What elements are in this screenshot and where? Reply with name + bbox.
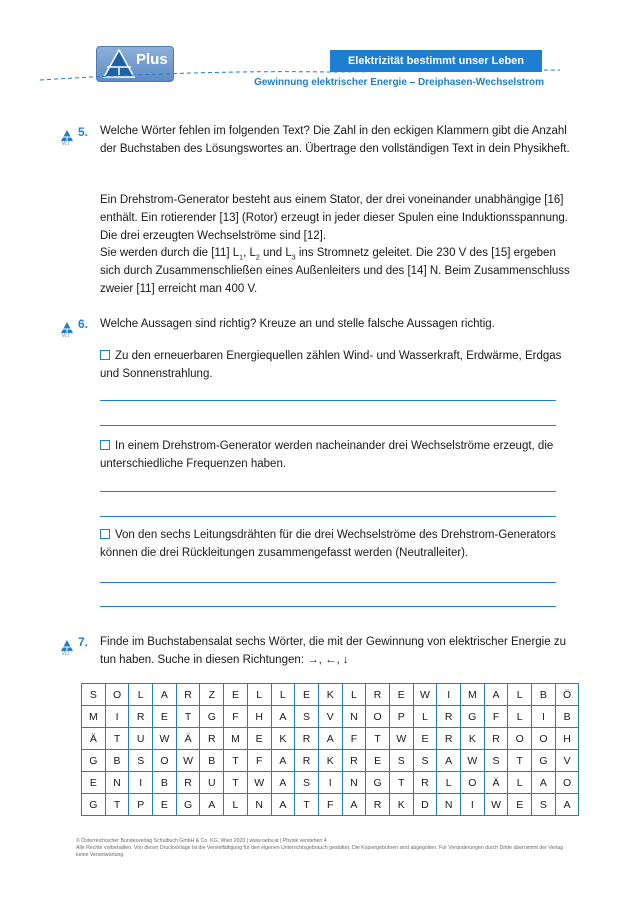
grid-cell[interactable]: L [413, 706, 437, 728]
grid-row [82, 794, 579, 816]
grid-cell[interactable]: L [271, 684, 295, 706]
grid-cell[interactable]: A [318, 728, 342, 750]
grid-cell[interactable]: W [389, 728, 413, 750]
grid-cell[interactable]: R [176, 772, 200, 794]
grid-cell[interactable]: R [295, 750, 319, 772]
grid-cell[interactable]: O [153, 750, 177, 772]
statement-checkbox[interactable] [100, 529, 110, 539]
grid-cell[interactable]: O [532, 728, 556, 750]
grid-cell[interactable]: R [366, 794, 390, 816]
footer [76, 838, 576, 859]
grid-cell[interactable]: O [105, 684, 129, 706]
grid-cell[interactable]: A [342, 794, 366, 816]
grid-cell[interactable]: A [271, 750, 295, 772]
grid-cell[interactable]: I [318, 772, 342, 794]
grid-cell[interactable]: G [82, 750, 106, 772]
grid-cell[interactable]: L [508, 706, 532, 728]
grid-cell[interactable]: M [82, 706, 106, 728]
grid-cell[interactable]: E [508, 794, 532, 816]
statement-2: In einem Drehstrom-Generator werden nacheinander drei Wechselströme erzeugt, die unterschiedliche Frequenzen haben. [100, 440, 554, 470]
grid-cell[interactable]: Z [200, 684, 224, 706]
grid-cell[interactable]: H [247, 706, 271, 728]
grid-cell[interactable]: I [461, 794, 485, 816]
grid-cell[interactable]: V [555, 750, 579, 772]
grid-cell[interactable]: W [153, 728, 177, 750]
grid-cell[interactable]: Ä [176, 728, 200, 750]
grid-cell[interactable]: E [295, 684, 319, 706]
grid-cell[interactable]: S [413, 750, 437, 772]
footer-rights: Alle Rechte vorbehalten. Von dieser Druckvorlage ist die Vervielfältigung für den eigenen Unterrichtsgebrauch gestattet. Die Kopiergebühren sind abgegolten. Für Veränderungen durch Dritte übernimmt der Verlag keine Verantwortung. [76, 845, 564, 858]
grid-cell[interactable]: E [389, 684, 413, 706]
grid-cell[interactable]: N [247, 794, 271, 816]
grid-cell[interactable]: E [153, 794, 177, 816]
task7-instruction: Finde im Buchstabensalat sechs Wörter, die mit der Gewinnung von elektrischer Energie zu tun haben. Suche in diesen Richtungen: →, ←, ↓ [100, 636, 566, 666]
grid-cell[interactable]: T [105, 728, 129, 750]
grid-row [82, 750, 579, 772]
grid-cell[interactable]: K [318, 750, 342, 772]
grid-cell[interactable]: T [295, 794, 319, 816]
task-level: W1 [62, 141, 70, 147]
grid-cell[interactable]: B [555, 706, 579, 728]
answer-line[interactable] [100, 491, 556, 492]
grid-cell[interactable]: M [461, 684, 485, 706]
grid-cell[interactable]: U [129, 728, 153, 750]
task-level: W1 [62, 333, 70, 339]
grid-cell[interactable]: I [532, 706, 556, 728]
header-title: Elektrizität bestimmt unser Leben [330, 50, 542, 72]
grid-cell[interactable]: L [437, 772, 461, 794]
grid-cell[interactable]: T [366, 728, 390, 750]
grid-cell[interactable]: Ä [82, 728, 106, 750]
grid-cell[interactable]: E [82, 772, 106, 794]
grid-cell[interactable]: A [555, 794, 579, 816]
grid-cell[interactable]: O [366, 706, 390, 728]
grid-cell[interactable]: B [105, 750, 129, 772]
grid-cell[interactable]: E [413, 728, 437, 750]
grid-cell[interactable]: P [389, 706, 413, 728]
answer-line[interactable] [100, 582, 556, 583]
grid-cell[interactable]: E [224, 684, 248, 706]
grid-cell[interactable]: B [153, 772, 177, 794]
grid-cell[interactable]: I [129, 772, 153, 794]
statement-checkbox[interactable] [100, 350, 110, 360]
grid-cell[interactable]: S [295, 706, 319, 728]
grid-cell[interactable]: R [342, 750, 366, 772]
grid-cell[interactable]: T [508, 750, 532, 772]
grid-cell[interactable]: Ö [555, 684, 579, 706]
grid-cell[interactable]: R [129, 706, 153, 728]
grid-cell[interactable]: G [200, 706, 224, 728]
grid-cell[interactable]: E [366, 750, 390, 772]
grid-cell[interactable]: R [176, 684, 200, 706]
answer-line[interactable] [100, 400, 556, 401]
grid-cell[interactable]: E [247, 728, 271, 750]
task-level: W1 [62, 651, 70, 657]
grid-cell[interactable]: G [366, 772, 390, 794]
grid-cell[interactable]: I [105, 706, 129, 728]
grid-cell[interactable]: F [342, 728, 366, 750]
footer-copyright: © Österreichischer Bundesverlag Schulbuch GmbH & Co. KG, Wien 2020 | www.oebv.at | Physik verstehen 4 [76, 838, 327, 844]
grid-cell[interactable]: A [271, 706, 295, 728]
grid-cell[interactable]: N [437, 794, 461, 816]
grid-cell[interactable]: R [366, 684, 390, 706]
grid-cell[interactable]: V [318, 706, 342, 728]
letter-grid [81, 683, 579, 816]
grid-cell[interactable]: G [82, 794, 106, 816]
grid-cell[interactable]: K [271, 728, 295, 750]
grid-cell[interactable]: L [508, 684, 532, 706]
grid-cell[interactable]: G [461, 706, 485, 728]
grid-cell[interactable]: U [200, 772, 224, 794]
grid-cell[interactable]: F [484, 706, 508, 728]
grid-cell[interactable]: T [224, 772, 248, 794]
grid-cell[interactable]: M [224, 728, 248, 750]
grid-cell[interactable]: P [129, 794, 153, 816]
grid-cell[interactable]: L [224, 794, 248, 816]
grid-cell[interactable]: A [271, 772, 295, 794]
grid-cell[interactable]: H [555, 728, 579, 750]
grid-cell[interactable]: F [318, 794, 342, 816]
grid-cell[interactable]: A [437, 750, 461, 772]
answer-line[interactable] [100, 516, 556, 517]
grid-cell[interactable]: B [532, 684, 556, 706]
grid-cell[interactable]: B [200, 750, 224, 772]
grid-cell[interactable]: W [247, 772, 271, 794]
grid-cell[interactable]: L [247, 684, 271, 706]
grid-cell[interactable]: T [389, 772, 413, 794]
grid-cell[interactable]: S [389, 750, 413, 772]
grid-cell[interactable]: A [484, 684, 508, 706]
grid-cell[interactable]: T [224, 750, 248, 772]
grid-cell[interactable]: E [153, 706, 177, 728]
grid-cell[interactable]: G [532, 750, 556, 772]
grid-cell[interactable]: Ä [484, 772, 508, 794]
grid-cell[interactable]: R [437, 706, 461, 728]
grid-cell[interactable]: S [532, 794, 556, 816]
grid-cell[interactable]: L [342, 684, 366, 706]
grid-cell[interactable]: S [484, 750, 508, 772]
statement-1: Zu den erneuerbaren Energiequellen zählen Wind- und Wasserkraft, Erdwärme, Erdgas und Sonnenstrahlung. [100, 350, 562, 380]
grid-cell[interactable]: D [413, 794, 437, 816]
statement-checkbox[interactable] [100, 440, 110, 450]
grid-row [82, 728, 579, 750]
task5-text: Ein Drehstrom-Generator besteht aus einem Stator, der drei voneinander unabhängige [16] enthält. Ein rotierender [13] (Rotor) erzeugt in jeder dieser Spulen eine Induktionsspannung. Die drei erzeugten Wechselströme sind [12]. Sie werden durch die [11] $L_1$, $L_2$ und $L_3$ ins Stromnetz geleitet. Die 230 V des [15] ergeben sich durch Zusammenschließen eines Außenleiters und des [14] N. Beim Zusammenschluss zweier [11] erreicht man 400 V. [100, 194, 570, 295]
task-number: 5. [78, 125, 89, 139]
task-number: 6. [78, 317, 89, 331]
statement-3: Von den sechs Leitungsdrähten für die drei Wechselströme des Drehstrom-Generators können die drei Rückleitungen zusammengefasst werden (Neutralleiter). [100, 529, 556, 559]
task-number: 7. [78, 635, 89, 649]
grid-cell[interactable]: O [508, 728, 532, 750]
grid-cell[interactable]: N [342, 706, 366, 728]
grid-cell[interactable]: F [247, 750, 271, 772]
grid-cell[interactable]: O [461, 772, 485, 794]
grid-cell[interactable]: S [295, 772, 319, 794]
grid-cell[interactable]: R [437, 728, 461, 750]
grid-cell[interactable]: N [342, 772, 366, 794]
grid-cell[interactable]: R [484, 728, 508, 750]
grid-cell[interactable]: R [200, 728, 224, 750]
answer-line[interactable] [100, 425, 556, 426]
grid-cell[interactable]: F [224, 706, 248, 728]
grid-cell[interactable]: S [129, 750, 153, 772]
grid-cell[interactable]: N [105, 772, 129, 794]
grid-row [82, 684, 579, 706]
grid-row [82, 706, 579, 728]
grid-cell[interactable]: A [271, 794, 295, 816]
grid-cell[interactable]: A [532, 772, 556, 794]
grid-cell[interactable]: O [555, 772, 579, 794]
grid-cell[interactable]: S [82, 684, 106, 706]
grid-cell[interactable]: L [508, 772, 532, 794]
grid-cell[interactable]: T [105, 794, 129, 816]
grid-cell[interactable]: T [176, 706, 200, 728]
grid-cell[interactable]: R [295, 728, 319, 750]
grid-cell[interactable]: L [129, 684, 153, 706]
grid-cell[interactable]: W [176, 750, 200, 772]
grid-cell[interactable]: K [318, 684, 342, 706]
grid-cell[interactable]: W [484, 794, 508, 816]
grid-cell[interactable]: W [413, 684, 437, 706]
grid-cell[interactable]: R [413, 772, 437, 794]
answer-line[interactable] [100, 606, 556, 607]
grid-cell[interactable]: G [176, 794, 200, 816]
grid-cell[interactable]: A [153, 684, 177, 706]
grid-cell[interactable]: K [461, 728, 485, 750]
grid-cell[interactable]: I [437, 684, 461, 706]
grid-row [82, 772, 579, 794]
grid-cell[interactable]: K [389, 794, 413, 816]
header-subtitle: Gewinnung elektrischer Energie – Dreiphasen-Wechselstrom [254, 77, 544, 88]
task5-text-part1: Ein Drehstrom-Generator besteht aus einem Stator, der drei voneinander unabhängige [16] enthält. Ein rotierender [13] (Rotor) erzeugt in jeder dieser Spulen eine Induktionsspannung. Die drei erzeugten Wechselströme sind [12]. [100, 194, 568, 242]
logo-text: Plus [136, 51, 168, 68]
grid-cell[interactable]: A [200, 794, 224, 816]
task5-instruction: Welche Wörter fehlen im folgenden Text? Die Zahl in den eckigen Klammern gibt die Anzahl der Buchstaben des Lösungswortes an. Übertrage den vollständigen Text in dein Physikheft. [100, 125, 570, 155]
grid-cell[interactable]: W [461, 750, 485, 772]
task6-instruction: Welche Aussagen sind richtig? Kreuze an und stelle falsche Aussagen richtig. [100, 318, 495, 330]
